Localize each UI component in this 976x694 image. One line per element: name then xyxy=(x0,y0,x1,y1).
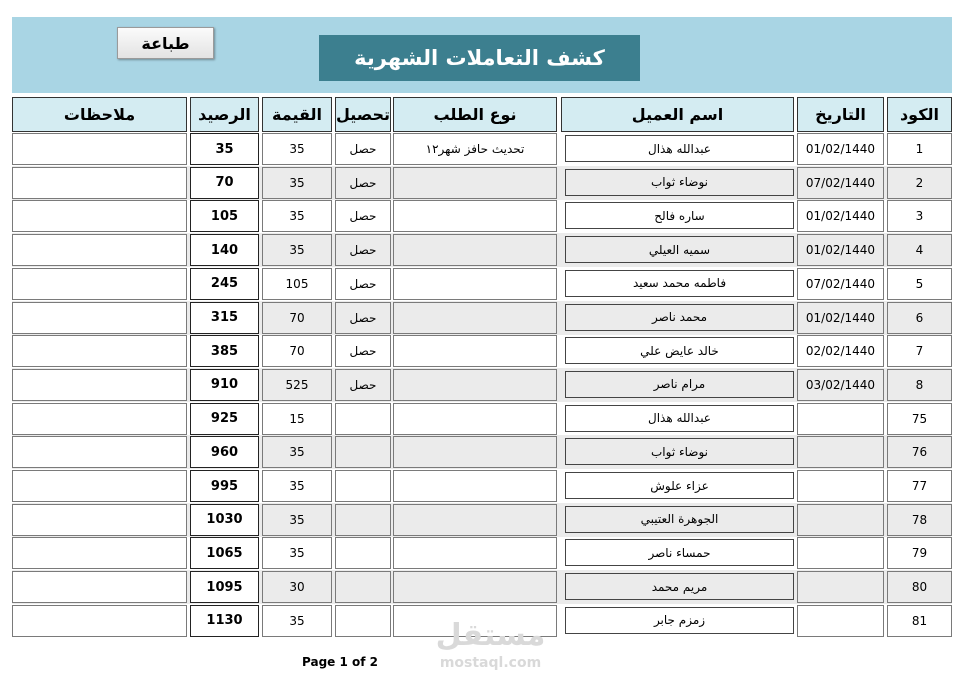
cell-balance[interactable]: 245 xyxy=(190,268,259,300)
table-row xyxy=(12,166,952,200)
cell-value[interactable]: 35 xyxy=(262,200,332,232)
cell-balance[interactable]: 105 xyxy=(190,200,259,232)
watermark-logo xyxy=(428,618,553,680)
cell-date[interactable] xyxy=(797,571,884,603)
cell-code[interactable]: 81 xyxy=(887,605,952,637)
table-row xyxy=(12,536,952,570)
cell-date[interactable] xyxy=(797,504,884,536)
cell-code[interactable]: 3 xyxy=(887,200,952,232)
cell-code[interactable]: 75 xyxy=(887,403,952,435)
cell-customer[interactable]: نوضاء ثواب xyxy=(565,169,794,196)
column-header-code[interactable]: الكود xyxy=(887,97,952,132)
cell-balance[interactable]: 910 xyxy=(190,369,259,401)
cell-request-type[interactable] xyxy=(393,537,557,569)
cell-collection[interactable]: حصل xyxy=(335,268,391,300)
cell-request-type[interactable] xyxy=(393,302,557,334)
cell-collection[interactable]: حصل xyxy=(335,369,391,401)
cell-value[interactable]: 35 xyxy=(262,504,332,536)
cell-code[interactable]: 6 xyxy=(887,302,952,334)
cell-balance[interactable]: 1095 xyxy=(190,571,259,603)
cell-request-type[interactable] xyxy=(393,436,557,468)
table-row xyxy=(12,334,952,368)
cell-customer[interactable]: مرام ناصر xyxy=(565,371,794,398)
cell-request-type[interactable] xyxy=(393,234,557,266)
cell-code[interactable]: 78 xyxy=(887,504,952,536)
cell-value[interactable]: 35 xyxy=(262,133,332,165)
column-header-customer[interactable]: اسم العميل xyxy=(561,97,794,132)
cell-customer[interactable]: الجوهرة العتيبي xyxy=(565,506,794,533)
table-row xyxy=(12,301,952,335)
cell-notes[interactable] xyxy=(12,302,187,334)
cell-value[interactable]: 30 xyxy=(262,571,332,603)
page-indicator: Page 1 of 2 xyxy=(302,655,378,669)
cell-date[interactable]: 02/02/1440 xyxy=(797,335,884,367)
cell-code[interactable]: 5 xyxy=(887,268,952,300)
watermark-arabic: مستقل xyxy=(435,618,546,653)
cell-value[interactable]: 35 xyxy=(262,234,332,266)
cell-customer[interactable]: فاطمه محمد سعيد xyxy=(565,270,794,297)
cell-balance[interactable]: 315 xyxy=(190,302,259,334)
cell-balance[interactable]: 1065 xyxy=(190,537,259,569)
cell-code[interactable]: 76 xyxy=(887,436,952,468)
watermark-latin: mostaql.com xyxy=(439,655,542,671)
cell-notes[interactable] xyxy=(12,133,187,165)
cell-code[interactable]: 80 xyxy=(887,571,952,603)
cell-collection[interactable] xyxy=(335,571,391,603)
cell-date[interactable] xyxy=(797,605,884,637)
cell-collection[interactable] xyxy=(335,403,391,435)
cell-request-type[interactable]: تحديث حافز شهر١٢ xyxy=(393,133,557,165)
cell-notes[interactable] xyxy=(12,200,187,232)
column-header-value[interactable]: القيمة xyxy=(262,97,332,132)
cell-date[interactable] xyxy=(797,436,884,468)
cell-customer[interactable]: عزاء علوش xyxy=(565,472,794,499)
table-row xyxy=(12,503,952,537)
cell-request-type[interactable] xyxy=(393,335,557,367)
cell-value[interactable]: 105 xyxy=(262,268,332,300)
cell-collection[interactable]: حصل xyxy=(335,234,391,266)
table-row xyxy=(12,469,952,503)
cell-balance[interactable]: 925 xyxy=(190,403,259,435)
cell-value[interactable]: 35 xyxy=(262,167,332,199)
cell-notes[interactable] xyxy=(12,234,187,266)
cell-code[interactable]: 7 xyxy=(887,335,952,367)
cell-collection[interactable] xyxy=(335,504,391,536)
cell-value[interactable]: 35 xyxy=(262,436,332,468)
cell-notes[interactable] xyxy=(12,335,187,367)
cell-request-type[interactable] xyxy=(393,200,557,232)
column-header-request-type[interactable]: نوع الطلب xyxy=(393,97,557,132)
cell-code[interactable]: 79 xyxy=(887,537,952,569)
cell-notes[interactable] xyxy=(12,369,187,401)
print-button[interactable]: طباعة xyxy=(117,27,214,59)
cell-notes[interactable] xyxy=(12,436,187,468)
cell-collection[interactable]: حصل xyxy=(335,200,391,232)
cell-balance[interactable]: 995 xyxy=(190,470,259,502)
table-row xyxy=(12,267,952,301)
cell-customer[interactable]: زمزم جابر xyxy=(565,607,794,634)
cell-date[interactable]: 07/02/1440 xyxy=(797,268,884,300)
cell-balance[interactable]: 1130 xyxy=(190,605,259,637)
cell-collection[interactable]: حصل xyxy=(335,133,391,165)
cell-customer[interactable]: محمد ناصر xyxy=(565,304,794,331)
cell-collection[interactable]: حصل xyxy=(335,167,391,199)
cell-date[interactable]: 01/02/1440 xyxy=(797,234,884,266)
cell-notes[interactable] xyxy=(12,403,187,435)
cell-date[interactable] xyxy=(797,537,884,569)
cell-collection[interactable] xyxy=(335,470,391,502)
cell-date[interactable] xyxy=(797,403,884,435)
column-header-balance[interactable]: الرصيد xyxy=(190,97,259,132)
table-row xyxy=(12,570,952,604)
cell-code[interactable]: 4 xyxy=(887,234,952,266)
table-row xyxy=(12,368,952,402)
cell-customer[interactable]: مريم محمد xyxy=(565,573,794,600)
cell-date[interactable]: 07/02/1440 xyxy=(797,167,884,199)
cell-notes[interactable] xyxy=(12,605,187,637)
cell-date[interactable]: 03/02/1440 xyxy=(797,369,884,401)
cell-date[interactable]: 01/02/1440 xyxy=(797,200,884,232)
cell-customer[interactable]: حمساء ناصر xyxy=(565,539,794,566)
cell-value[interactable]: 15 xyxy=(262,403,332,435)
cell-code[interactable]: 77 xyxy=(887,470,952,502)
cell-balance[interactable]: 140 xyxy=(190,234,259,266)
cell-notes[interactable] xyxy=(12,537,187,569)
column-header-date[interactable]: التاريخ xyxy=(797,97,884,132)
cell-value[interactable]: 35 xyxy=(262,537,332,569)
cell-code[interactable]: 1 xyxy=(887,133,952,165)
cell-balance[interactable]: 1030 xyxy=(190,504,259,536)
cell-customer[interactable]: سميه العيلي xyxy=(565,236,794,263)
cell-request-type[interactable] xyxy=(393,504,557,536)
cell-notes[interactable] xyxy=(12,470,187,502)
cell-code[interactable]: 2 xyxy=(887,167,952,199)
cell-balance[interactable]: 70 xyxy=(190,167,259,199)
cell-notes[interactable] xyxy=(12,504,187,536)
cell-balance[interactable]: 385 xyxy=(190,335,259,367)
cell-notes[interactable] xyxy=(12,268,187,300)
cell-collection[interactable]: حصل xyxy=(335,335,391,367)
cell-code[interactable]: 8 xyxy=(887,369,952,401)
table-row xyxy=(12,199,952,233)
cell-date[interactable]: 01/02/1440 xyxy=(797,133,884,165)
cell-request-type[interactable] xyxy=(393,470,557,502)
cell-request-type[interactable] xyxy=(393,571,557,603)
page-title: كشف التعاملات الشهرية xyxy=(319,35,640,81)
cell-date[interactable] xyxy=(797,470,884,502)
cell-collection[interactable]: حصل xyxy=(335,302,391,334)
cell-customer[interactable]: ساره فالح xyxy=(565,202,794,229)
cell-value[interactable]: 70 xyxy=(262,302,332,334)
cell-customer[interactable]: عبدالله هذال xyxy=(565,135,794,162)
cell-customer[interactable]: عبدالله هذال xyxy=(565,405,794,432)
table-row xyxy=(12,435,952,469)
cell-notes[interactable] xyxy=(12,571,187,603)
cell-collection[interactable] xyxy=(335,537,391,569)
cell-request-type[interactable] xyxy=(393,403,557,435)
cell-balance[interactable]: 960 xyxy=(190,436,259,468)
column-header-collection[interactable]: تحصيل xyxy=(335,97,391,132)
cell-balance[interactable]: 35 xyxy=(190,133,259,165)
column-header-notes[interactable]: ملاحظات xyxy=(12,97,187,132)
cell-value[interactable]: 70 xyxy=(262,335,332,367)
cell-value[interactable]: 525 xyxy=(262,369,332,401)
cell-value[interactable]: 35 xyxy=(262,470,332,502)
cell-request-type[interactable] xyxy=(393,369,557,401)
cell-value[interactable]: 35 xyxy=(262,605,332,637)
cell-customer[interactable]: نوضاء ثواب xyxy=(565,438,794,465)
cell-request-type[interactable] xyxy=(393,167,557,199)
cell-date[interactable]: 01/02/1440 xyxy=(797,302,884,334)
table-row xyxy=(12,132,952,166)
table-row xyxy=(12,233,952,267)
table-row xyxy=(12,402,952,436)
cell-customer[interactable]: خالد عايض علي xyxy=(565,337,794,364)
cell-collection[interactable] xyxy=(335,436,391,468)
cell-notes[interactable] xyxy=(12,167,187,199)
cell-collection[interactable] xyxy=(335,605,391,637)
cell-request-type[interactable] xyxy=(393,268,557,300)
